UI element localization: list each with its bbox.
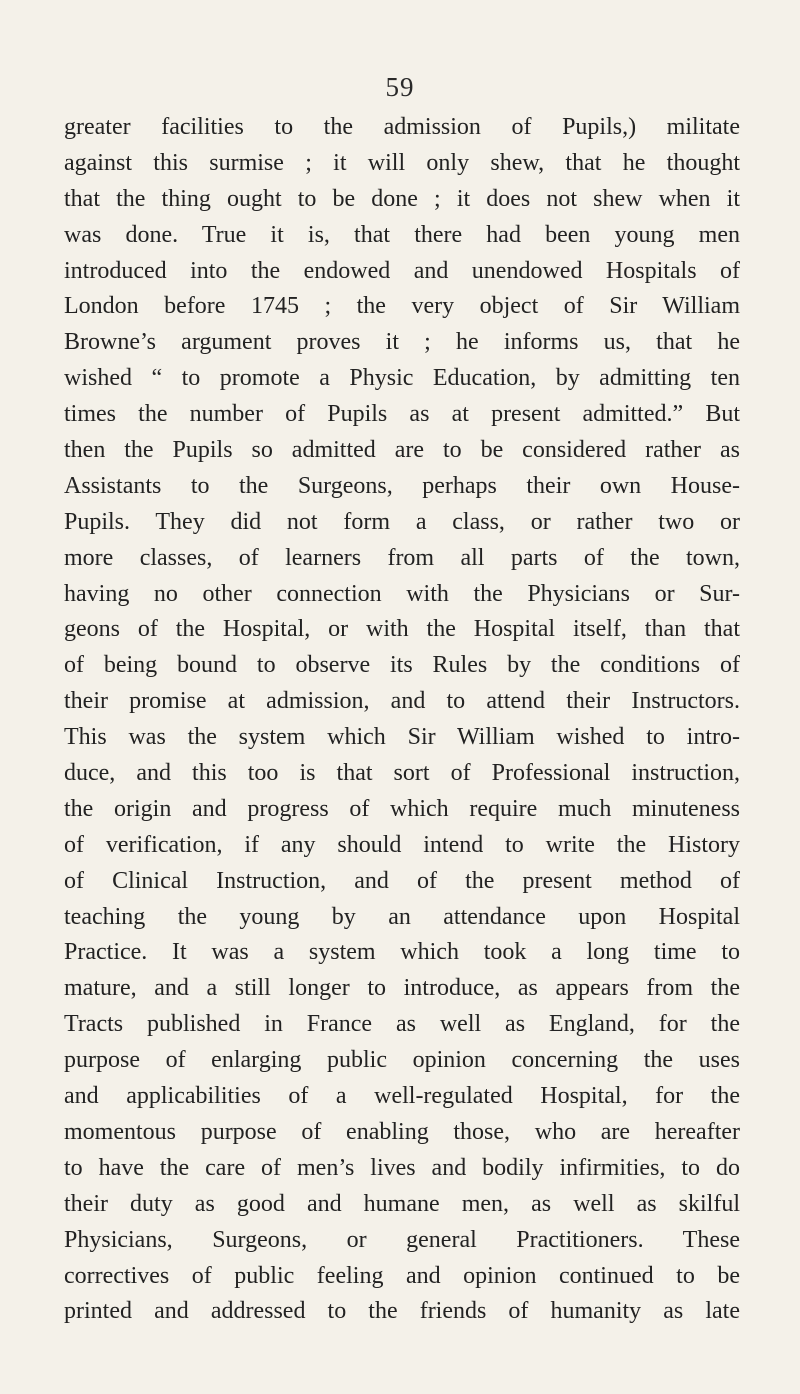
text-line: to have the care of men’s lives and bodily infirmities, to do xyxy=(64,1154,740,1181)
text-line: introduced into the endowed and unendowed Hospitals of xyxy=(64,257,740,284)
text-line: Physicians, Surgeons, or general Practitioners. These xyxy=(64,1226,740,1253)
body-text xyxy=(64,110,740,1330)
text-line: was done. True it is, that there had been young men xyxy=(64,221,740,248)
text-line: having no other connection with the Physicians or Sur- xyxy=(64,580,740,607)
text-line: against this surmise ; it will only shew, that he thought xyxy=(64,149,740,176)
text-line: duce, and this too is that sort of Professional instruction, xyxy=(64,760,740,787)
text-line: their duty as good and humane men, as well as skilful xyxy=(64,1190,740,1217)
text-line: of being bound to observe its Rules by the conditions of xyxy=(64,652,740,679)
text-line: of verification, if any should intend to write the History xyxy=(64,831,740,858)
text-line: Practice. It was a system which took a long time to xyxy=(64,939,740,966)
text-line: then the Pupils so admitted are to be considered rather as xyxy=(64,437,740,464)
text-line: momentous purpose of enabling those, who are hereafter xyxy=(64,1118,740,1145)
text-line: mature, and a still longer to introduce, as appears from the xyxy=(64,975,740,1002)
page-number: 59 xyxy=(385,72,415,102)
text-line: London before 1745 ; the very object of Sir William xyxy=(64,293,740,320)
text-line: correctives of public feeling and opinion continued to be xyxy=(64,1262,740,1289)
text-line: wished “ to promote a Physic Education, by admitting ten xyxy=(64,365,740,392)
text-line: greater facilities to the admission of Pupils,) militate xyxy=(64,114,740,140)
text-line: Tracts published in France as well as England, for the xyxy=(64,1011,740,1038)
text-line: more classes, of learners from all parts of the town, xyxy=(64,544,740,571)
text-line: of Clinical Instruction, and of the present method of xyxy=(64,867,740,894)
text-line: Pupils. They did not form a class, or rather two or xyxy=(64,508,740,535)
text-line: that the thing ought to be done ; it does not shew when it xyxy=(64,185,740,212)
text-line: purpose of enlarging public opinion concerning the uses xyxy=(64,1047,740,1074)
text-line: Browne’s argument proves it ; he informs us, that he xyxy=(64,329,740,356)
text-line: Assistants to the Surgeons, perhaps their own House- xyxy=(64,472,740,499)
text-line: the origin and progress of which require much minuteness xyxy=(64,795,740,822)
text-line: This was the system which Sir William wished to intro- xyxy=(64,724,740,751)
text-line: and applicabilities of a well-regulated Hospital, for the xyxy=(64,1083,740,1110)
text-line: printed and addressed to the friends of humanity as late xyxy=(64,1298,740,1325)
text-line: geons of the Hospital, or with the Hospital itself, than that xyxy=(64,616,740,643)
text-line: times the number of Pupils as at present admitted.” But xyxy=(64,401,740,428)
text-line: their promise at admission, and to attend their Instructors. xyxy=(64,688,740,715)
text-line: teaching the young by an attendance upon Hospital xyxy=(64,903,740,930)
